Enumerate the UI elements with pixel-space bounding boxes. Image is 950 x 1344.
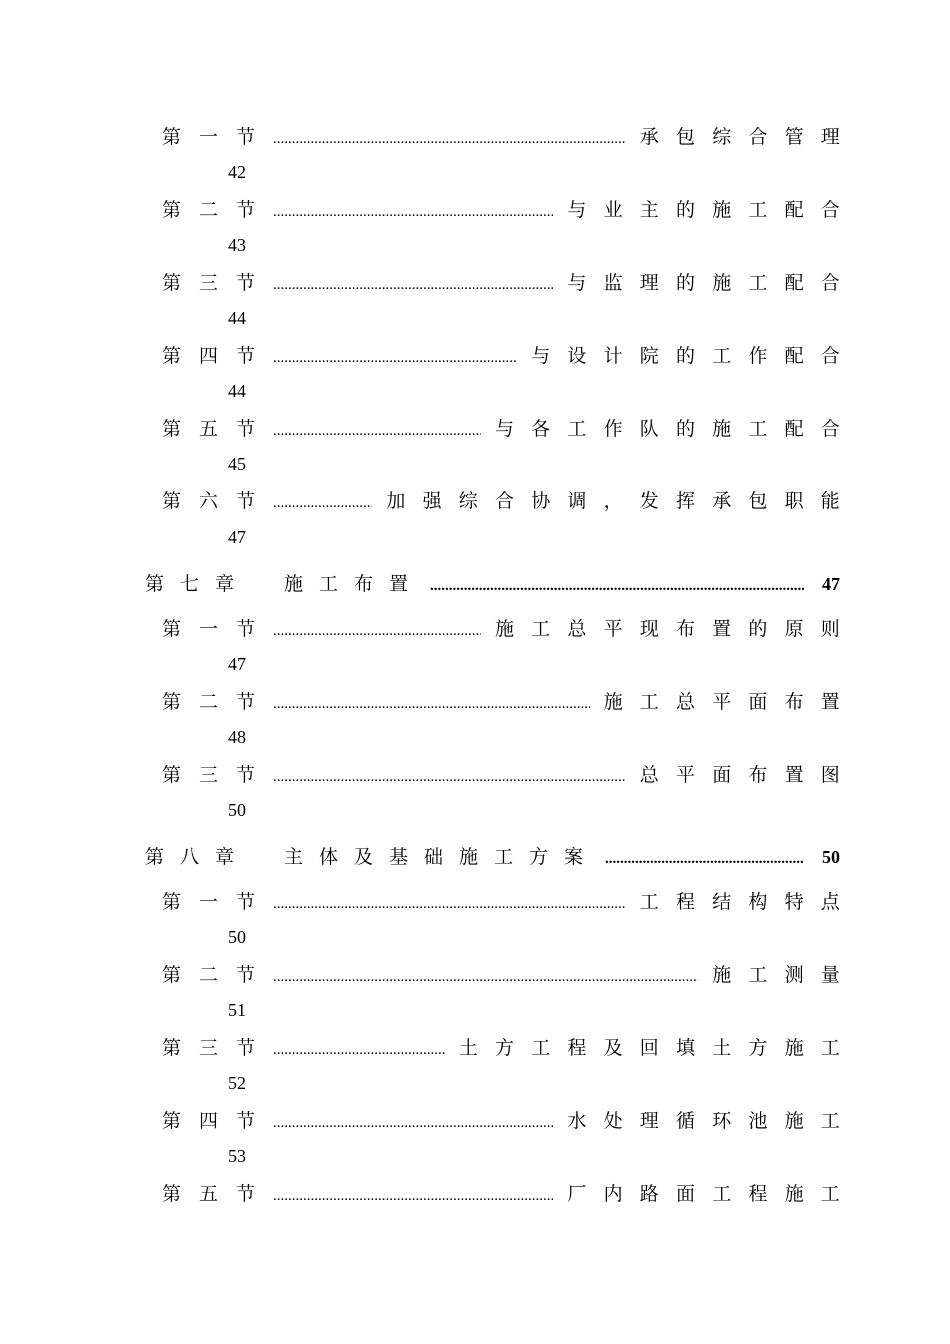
section-label: 第六节 — [162, 490, 274, 512]
section-label: 第一节 — [162, 891, 274, 913]
section-label: 第四节 — [162, 1110, 274, 1132]
page-number: 51 — [228, 1000, 246, 1020]
chapter-label: 第七章 — [145, 573, 251, 595]
section-title: 施工测量 — [712, 964, 857, 986]
section-label: 第五节 — [162, 1183, 274, 1205]
toc-chapter-entry[interactable] — [145, 569, 840, 597]
toc-entry[interactable] — [162, 195, 857, 223]
toc-entry[interactable] — [162, 1033, 857, 1061]
section-label: 第二节 — [162, 964, 274, 986]
section-title: 土方工程及回填土方施工 — [458, 1037, 857, 1059]
dot-leader — [605, 851, 804, 868]
page-number: 42 — [228, 162, 246, 182]
section-label: 第三节 — [162, 1037, 274, 1059]
section-title: 总平面布置图 — [639, 764, 857, 786]
page-number: 44 — [228, 381, 246, 401]
section-title: 施工总平现布置的原则 — [494, 618, 857, 640]
section-title: 加强综合协调，发挥承包职能 — [386, 490, 857, 512]
dot-leader — [273, 969, 698, 986]
section-label: 第一节 — [162, 126, 274, 148]
dot-leader — [273, 1188, 553, 1205]
page-number: 50 — [228, 800, 246, 820]
dot-leader — [273, 204, 553, 221]
section-label: 第二节 — [162, 691, 274, 713]
section-title: 与各工作队的施工配合 — [494, 418, 857, 440]
section-label: 第三节 — [162, 764, 274, 786]
dot-leader — [273, 696, 590, 713]
page-number: 52 — [228, 1073, 246, 1093]
dot-leader — [273, 423, 481, 440]
dot-leader — [273, 896, 626, 913]
section-title: 与监理的施工配合 — [567, 272, 857, 294]
section-label: 第三节 — [162, 272, 274, 294]
page-number: 47 — [228, 527, 246, 547]
dot-leader — [273, 131, 626, 148]
toc-entry[interactable] — [162, 341, 857, 369]
page-number: 48 — [228, 727, 246, 747]
section-title: 承包综合管理 — [639, 126, 857, 148]
section-title: 与业主的施工配合 — [567, 199, 857, 221]
toc-entry[interactable] — [162, 887, 857, 915]
page-number: 47 — [228, 654, 246, 674]
chapter-title: 主体及基础施工方案 — [284, 846, 600, 868]
dot-leader — [430, 578, 804, 595]
page-number: 50 — [228, 927, 246, 947]
section-title: 厂内路面工程施工 — [567, 1183, 857, 1205]
dot-leader — [273, 495, 372, 512]
page-number: 53 — [228, 1146, 246, 1166]
chapter-page-number: 47 — [822, 574, 840, 594]
toc-entry[interactable] — [162, 760, 857, 788]
toc-entry[interactable] — [162, 414, 857, 442]
section-label: 第二节 — [162, 199, 274, 221]
toc-entry[interactable] — [162, 486, 857, 514]
section-title: 施工总平面布置 — [603, 691, 857, 713]
toc-chapter-entry[interactable] — [145, 842, 840, 870]
dot-leader — [273, 277, 553, 294]
section-label: 第一节 — [162, 618, 274, 640]
page-number: 44 — [228, 308, 246, 328]
page-number: 45 — [228, 454, 246, 474]
dot-leader — [273, 623, 481, 640]
toc-entry[interactable] — [162, 614, 857, 642]
toc-entry[interactable] — [162, 1106, 857, 1134]
page-number: 43 — [228, 235, 246, 255]
dot-leader — [273, 350, 517, 367]
dot-leader — [273, 1042, 445, 1059]
chapter-page-number: 50 — [822, 847, 840, 867]
chapter-title: 施工布置 — [284, 573, 425, 595]
dot-leader — [273, 1115, 553, 1132]
toc-entry[interactable] — [162, 687, 857, 715]
section-title: 工程结构特点 — [639, 891, 857, 913]
toc-entry[interactable] — [162, 122, 857, 150]
section-label: 第五节 — [162, 418, 274, 440]
toc-entry[interactable] — [162, 268, 857, 296]
section-title: 水处理循环池施工 — [567, 1110, 857, 1132]
section-title: 与设计院的工作配合 — [531, 345, 857, 367]
toc-entry[interactable] — [162, 1179, 857, 1207]
section-label: 第四节 — [162, 345, 274, 367]
dot-leader — [273, 769, 626, 786]
chapter-label: 第八章 — [145, 846, 251, 868]
toc-entry[interactable] — [162, 960, 857, 988]
